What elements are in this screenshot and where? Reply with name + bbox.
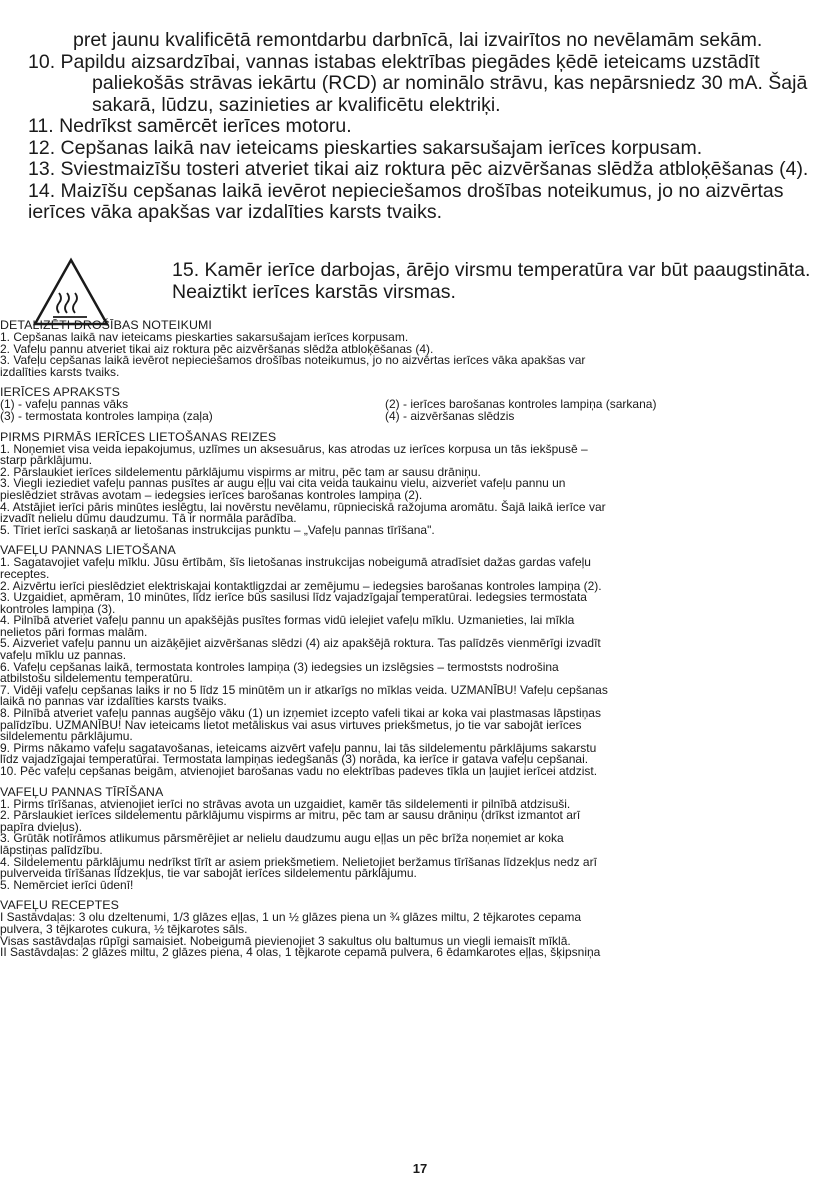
first-use-section: [0, 431, 840, 537]
recipes-section: [0, 899, 840, 958]
page-number: 17: [412, 1161, 428, 1176]
description-section: [0, 386, 840, 422]
safety-section: [0, 319, 840, 378]
section-text: 1. Pirms tīrīšanas, atvienojiet ierīci no strāvas avota un uzgaidiet, kamēr tās sildelementi ir pilnībā atdzisuši. 2. Pārslaukiet ierīces sildelementu pārklājumu vispirms ar mitru, pēc tam ar sausu drāniņu (drīkst izmantot arī papīra dvieļus). 3. Grūtāk notīrāmos atlikumus pārsmērējiet ar nelielu daudzumu augu eļļas un pēc brīža noņemiet ar koka lāpstiņas palīdzību. 4. Sildelementu pārklājumu nedrīkst tīrīt ar asiem priekšmetiem. Nelietojiet beržamus tīrīšanas līdzekļus nedz arī pulverveida tīrīšanas līdzekļus, tie var sabojāt ierīces sildelementu pārklājumu. 5. Nemērciet ierīci ūdenī!: [0, 796, 597, 892]
section-heading: DETALIZĒTI DROŠĪBAS NOTEIKUMI: [0, 318, 212, 332]
hot-surface-warning-icon: [32, 257, 110, 327]
hot-surface-warning: [172, 260, 810, 303]
instructions-body: [0, 319, 840, 959]
section-text: 1. Sagatavojiet vafeļu mīklu. Jūsu ērtībām, šīs lietošanas instrukcijas nobeigumā atradīsiet dažas gardas vafeļu receptes. 2. Aizvērtu ierīci pieslēdziet elektriskajai kontaktligzdai ar zemējumu – iedegsies barošanas kontroles lampiņa (2). 3. Uzgaidiet, apmēram, 10 minūtes, līdz ierīce būs sasilusi līdz vajadzīgajai temperatūrai. Iedegsies termostata kontroles lampiņa (3). 4. Pilnībā atveriet vafeļu pannu un apakšējās pusītes formas vidū ielejiet vafeļu mīklu. Uzmanieties, lai mīkla nelietos pāri formas malām. 5. Aizveriet vafeļu pannu un aizāķējiet aizvēršanas slēdzi (4) aiz apakšējā roktura. Tas palīdzēs vienmērīgi izvadīt vafeļu mīklu uz pannas. 6. Vafeļu cepšanas laikā, termostata kontroles lampiņa (3) iedegsies un izslēgsies – termoststs nodrošina atbilstošu sildelementu temperatūru. 7. Vidēji vafeļu cepšanas laiks ir no 5 līdz 15 minūtēm un ir atkarīgs no mīklas veida. UZMANĪBU! Vafeļu cepšanas laikā no pannas var izdalīties karsts tvaiks. 8. Pilnībā atveriet vafeļu pannas augšējo vāku (1) un izņemiet izcepto vafeli tikai ar koka vai plastmasas lāpstiņas palīdzību. UZMANĪBU! Nav ieteicams lietot metāliskus vai asus virtuves priekšmetus, jo tie var sabojāt ierīces sildelementu pārklājumu. 9. Pirms nākamo vafeļu sagatavošanas, ieteicams aizvērt vafeļu pannu, lai tās sildelementu pārklājums sakarstu līdz vajadzīgajai temperatūrai. Termostata lampiņas iedegšanās (3) norāda, ka ierīce ir gatava vafeļu cepšanai. 10. Pēc vafeļu cepšanas beigām, atvienojiet barošanas vadu no elektrības padeves tīkla un ļaujiet ierīcei atdzist.: [0, 555, 608, 778]
section-heading: VAFEĻU PANNAS TĪRĪŠANA: [0, 784, 164, 799]
warning-line: paliekošās strāvas iekārtu (RCD) ar nominālo strāvu, kas nepārsniedz 30 mA. Šajā: [92, 72, 808, 94]
warning-line: 14. Maizīšu cepšanas laikā ievērot nepieciešamos drošības noteikumus, jo no aizvērtas: [28, 179, 784, 202]
warning-line: Neaiztikt ierīces karstās virsmas.: [172, 280, 456, 303]
parts-list-left: (1) - vafeļu pannas vāks (3) - termostata kontroles lampiņa (zaļa): [0, 397, 213, 423]
usage-section: [0, 544, 840, 777]
parts-list-right: (2) - ierīces barošanas kontroles lampiņa (sarkana) (4) - aizvēršanas slēdzis: [385, 397, 657, 423]
section-text: 1. Noņemiet visa veida iepakojumus, uzlīmes un aksesuārus, kas atrodas uz ierīces korpusa un tās iekšpusē – starp pārklājumu. 2. Pārslaukiet ierīces sildelementu pārklājumu vispirms ar mitru, pēc tam ar sausu drāniņu. 3. Viegli ieziediet vafeļu pannas pusītes ar augu eļļu vai cita veida taukainu vielu, aizveriet vafeļu pannu un pieslēdziet strāvas avotam – iedegsies ierīces barošanas kontroles lampiņa (2). 4. Atstājiet ierīci pāris minūtes ieslēgtu, lai novērstu nevēlamu, rūpnieciskā ražojuma aromātu. Šajā laikā ierīce var izvadīt nelielu dūmu daudzumu. Tā ir normāla parādība. 5. Tīriet ierīci saskaņā ar lietošanas instrukcijas punktu – „Vafeļu pannas tīrīšana".: [0, 441, 606, 537]
cleaning-section: [0, 786, 840, 892]
warning-line: 10. Papildu aizsardzībai, vannas istabas elektrības piegādes ķēdē ieteicams uzstādīt: [28, 50, 760, 73]
warning-line: pret jaunu kvalificētā remontdarbu darbnīcā, lai izvairītos no nevēlamām sekām.: [73, 29, 763, 51]
section-heading: IERĪCES APRAKSTS: [0, 385, 121, 400]
warning-line: 15. Kamēr ierīce darbojas, ārējo virsmu temperatūra var būt paaugstināta.: [172, 259, 811, 281]
section-heading: VAFEĻU PANNAS LIETOŠANA: [0, 543, 176, 558]
section-text: 1. Cepšanas laikā nav ieteicams pieskarties sakarsušajam ierīces korpusam. 2. Vafeļu pannu atveriet tikai aiz roktura pēc aizvēršanas slēdža atbloķēšanas (4). 3. Vafeļu cepšanas laikā ievērot nepieciešamos drošības noteikumus, jo no aizvērtas ierīces vāka apakšas var izdalīties karsts tvaiks.: [0, 330, 586, 379]
warning-line: ierīces vāka apakšas var izdalīties karsts tvaiks.: [28, 201, 442, 223]
section-heading: VAFEĻU RECEPTES: [0, 898, 120, 913]
warning-line: sakarā, lūdzu, sazinieties ar kvalificētu elektriķi.: [92, 93, 501, 116]
section-heading: PIRMS PIRMĀS IERĪCES LIETOŠANAS REIZES: [0, 429, 277, 444]
warning-line: 13. Sviestmaizīšu tosteri atveriet tikai aiz roktura pēc aizvēršanas slēdža atbloķēšanas (4).: [28, 158, 809, 180]
warning-line: 11. Nedrīkst samērcēt ierīces motoru.: [28, 115, 352, 137]
warning-line: 12. Cepšanas laikā nav ieteicams pieskarties sakarsušajam ierīces korpusam.: [28, 136, 703, 159]
section-text: I Sastāvdaļas: 3 olu dzeltenumi, 1/3 glāzes eļļas, 1 un ½ glāzes piena un ¾ glāzes miltu, 2 tējkarotes cepama pulvera, 3 tējkarotes cukura, ½ tējkarotes sāls. Visas sastāvdaļas rūpīgi samaisiet. Nobeigumā pievienojiet 3 sakultus olu baltumus un viegli iemaisīt mīklā. II Sastāvdaļas: 2 glāzes miltu, 2 glāzes piena, 4 olas, 1 tējkarote cepamā pulvera, 6 ēdamkarotes eļļas, šķipsniņa: [0, 910, 601, 960]
numbered-warnings: [28, 30, 828, 224]
